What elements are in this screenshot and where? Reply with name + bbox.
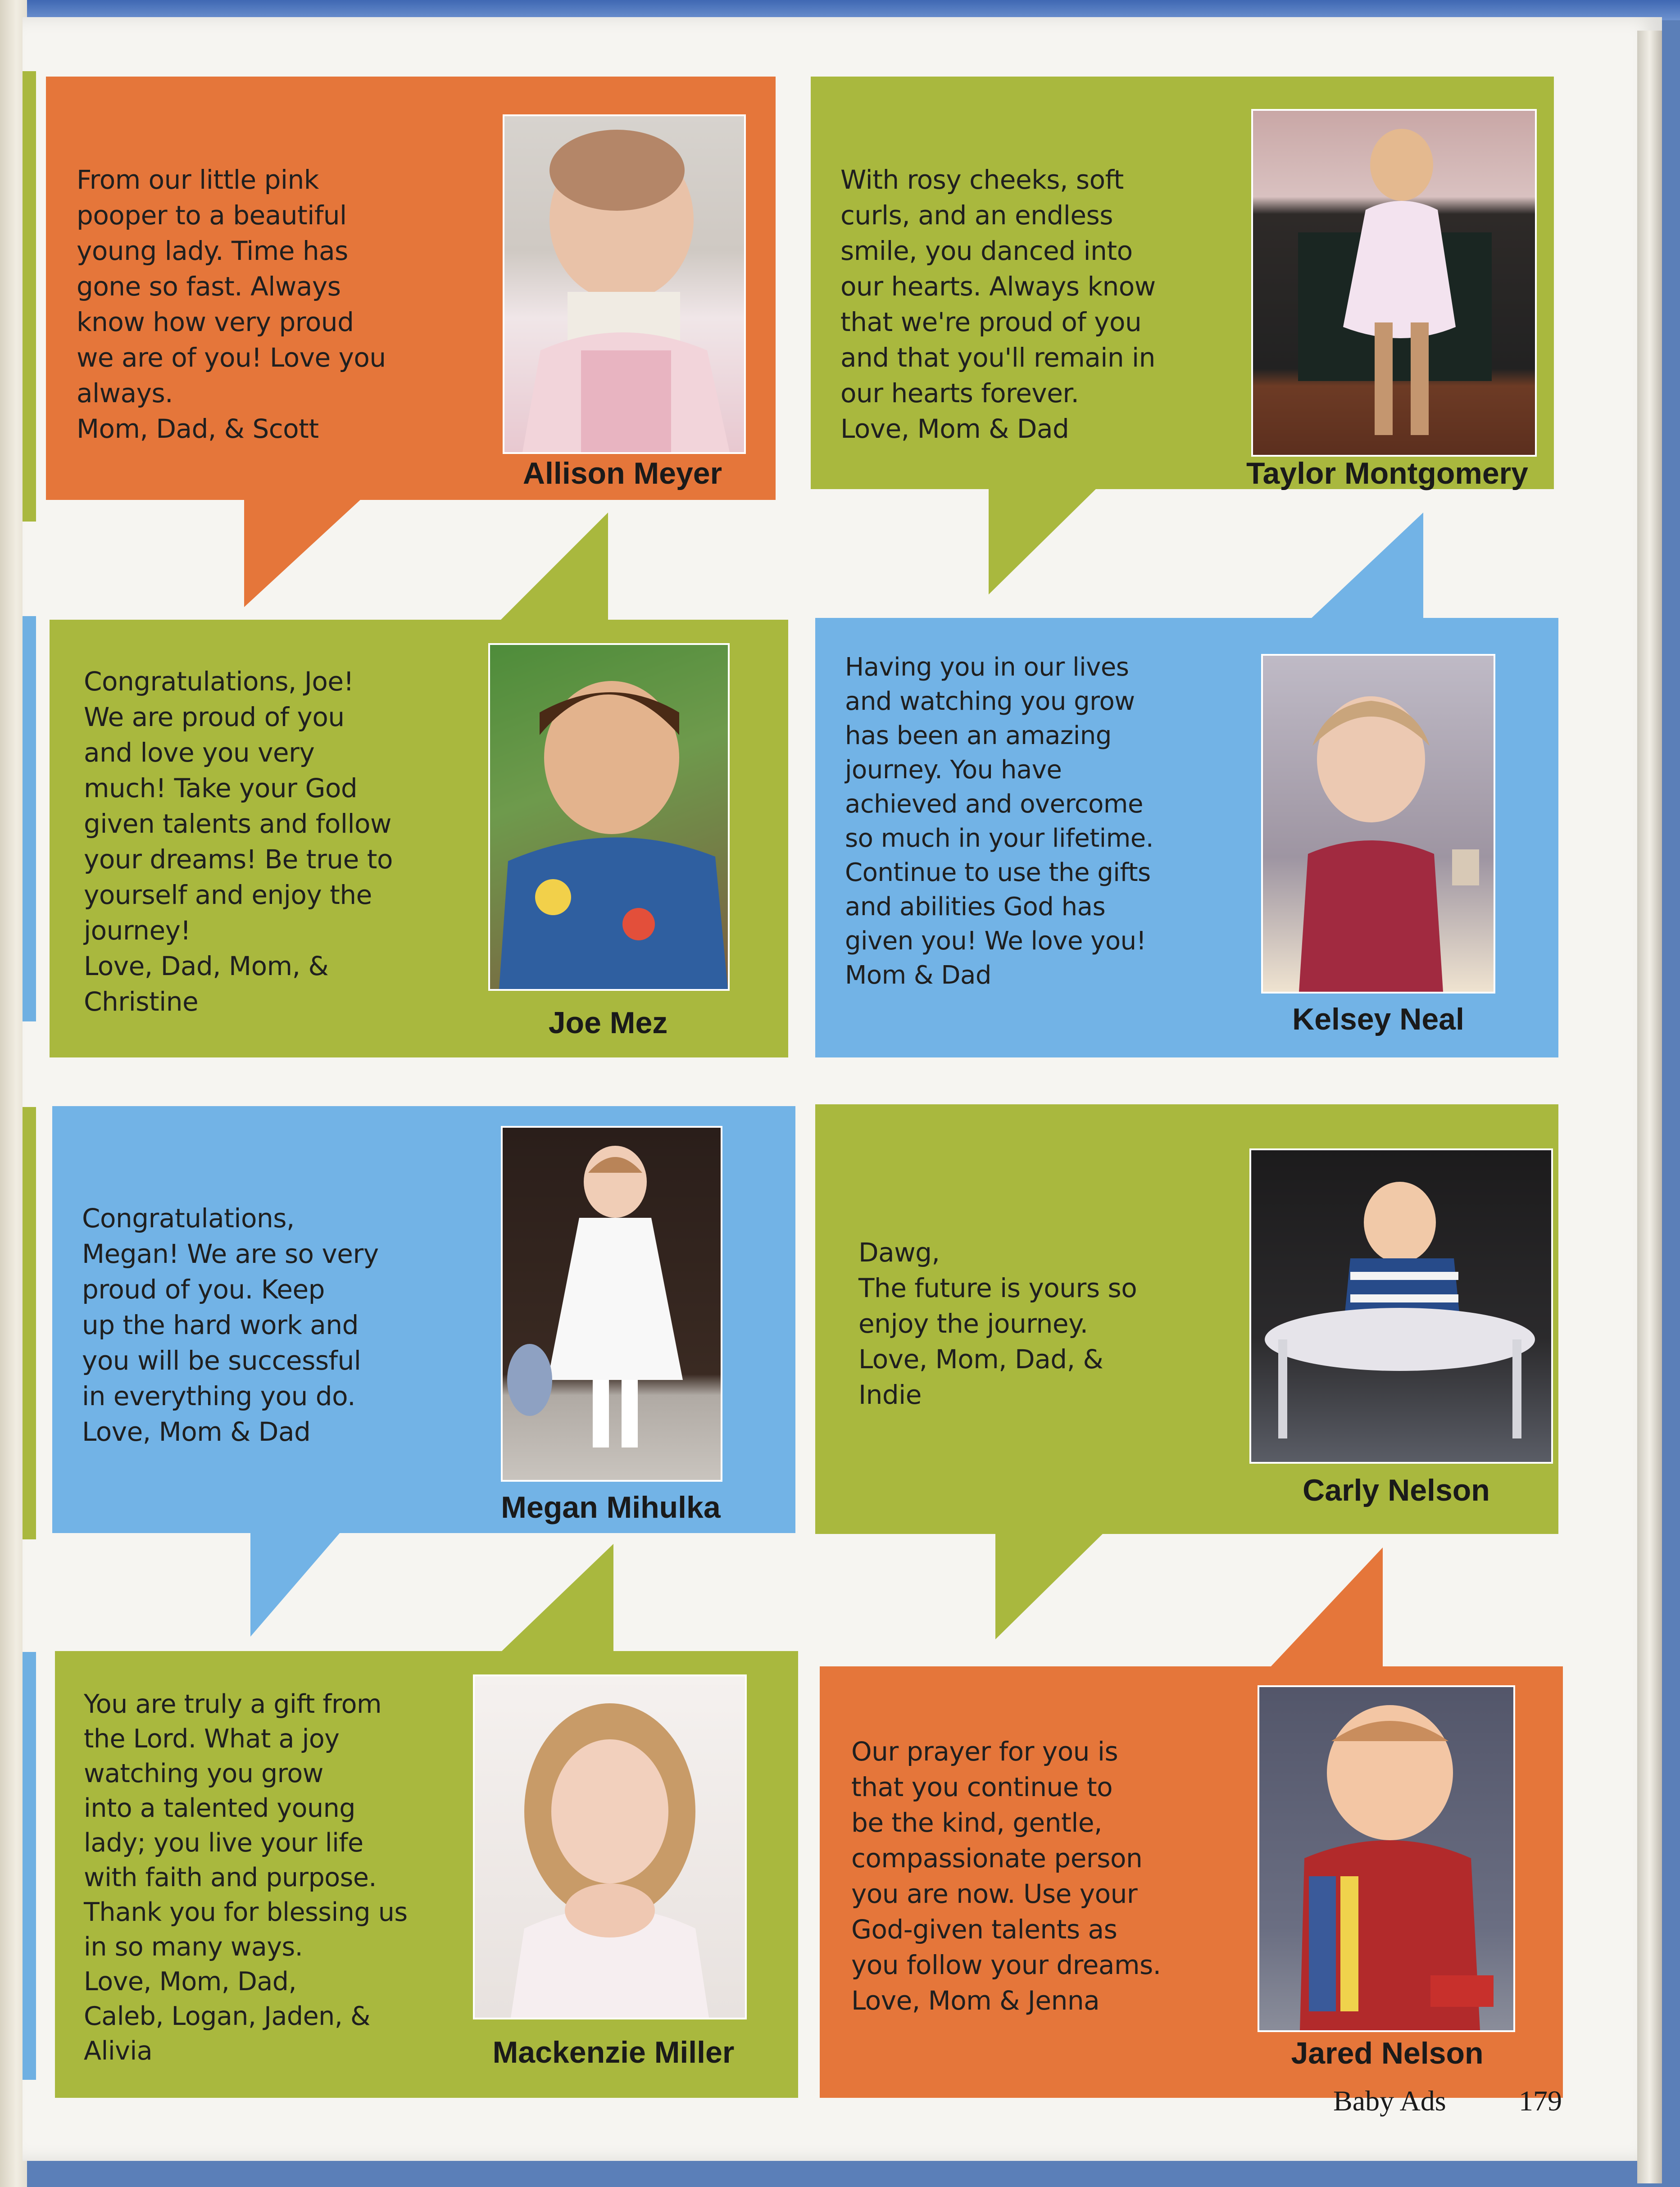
yearbook-page: [23, 17, 1662, 2161]
baby-portrait-image: [504, 116, 744, 452]
baby-photo: [473, 1674, 747, 2019]
adjacent-page-strip: [23, 616, 36, 1021]
toddler-portrait-image: [1263, 656, 1494, 992]
baby-red-outfit-image: [1259, 1687, 1513, 2030]
toddler-white-dress-image: [503, 1128, 721, 1480]
adjacent-page-strip: [23, 1652, 36, 2080]
baby-photo: [488, 643, 730, 991]
ad-child-name: Jared Nelson: [1291, 2036, 1484, 2070]
baby-ad-joe-mez: [50, 513, 788, 1057]
footer-page-number: 179: [1519, 2085, 1562, 2117]
ad-message: Congratulations, Megan! We are so very proud of you. Keep up the hard work and you will be successful in everything you do. Love, Mom & Dad: [82, 1203, 379, 1447]
ad-child-name: Allison Meyer: [522, 456, 722, 490]
adjacent-page-strip: [23, 1107, 36, 1539]
baby-photo: [1258, 1685, 1515, 2032]
baby-in-walker-image: [1251, 1150, 1551, 1462]
ad-child-name: Taylor Montgomery: [1246, 456, 1528, 490]
ad-message: Congratulations, Joe! We are proud of you and love you very much! Take your God given talents and follow your dreams! Be true to yourself and enjoy the journey! Love, Dad, Mom, & Christine: [84, 666, 393, 1017]
baby-photo: [1249, 1148, 1553, 1464]
page-edge-right: [1637, 31, 1662, 2183]
ad-child-name: Megan Mihulka: [501, 1490, 721, 1525]
boy-portrait-image: [490, 645, 728, 989]
ad-child-name: Joe Mez: [548, 1006, 668, 1040]
baby-photo: [1261, 654, 1495, 994]
adjacent-page-strip: [23, 71, 36, 522]
ad-message: With rosy cheeks, soft curls, and an endless smile, you danced into our hearts. Always know that we're proud of you and that you'll remain in our hearts forever. Love, Mom & Dad: [840, 164, 1156, 444]
baby-photo: [501, 1126, 722, 1482]
baby-ad-mackenzie-miller: [55, 1544, 798, 2098]
ad-message: Our prayer for you is that you continue to be the kind, gentle, compassionate person you are now. Use your God-given talents as you follow your dreams. Love, Mom & Jenna: [851, 1736, 1161, 2016]
baby-ad-kelsey-neal: [815, 513, 1558, 1057]
ad-child-name: Mackenzie Miller: [492, 2035, 735, 2069]
baby-photo: [503, 114, 746, 454]
child-dancer-image: [1253, 111, 1535, 455]
ad-child-name: Kelsey Neal: [1292, 1002, 1464, 1036]
ad-child-name: Carly Nelson: [1303, 1473, 1490, 1507]
baby-photo: [1251, 109, 1537, 457]
girl-portrait-image: [475, 1676, 745, 2018]
ad-message: Having you in our lives and watching you grow has been an amazing journey. You have achieved and overcome so much in your lifetime. Continue to use the gifts and abilities God has given you! We love you! Mom & Dad: [845, 653, 1154, 990]
footer-section-label: Baby Ads: [1333, 2085, 1446, 2117]
baby-ad-jared-nelson: [820, 1547, 1563, 2098]
ad-message: You are truly a gift from the Lord. What a joy watching you grow into a talented young lady; you live your life with faith and purpose. Thank you for blessing us in so many ways. Love, Mom, Dad, Caleb, Logan, Jaden, & Alivia: [84, 1689, 408, 2066]
ad-message: From our little pink pooper to a beautiful young lady. Time has gone so fast. Always know how very proud we are of you! Love you always. Mom, Dad, & Scott: [77, 164, 386, 444]
ad-message: Dawg, The future is yours so enjoy the journey. Love, Mom, Dad, & Indie: [858, 1237, 1137, 1410]
